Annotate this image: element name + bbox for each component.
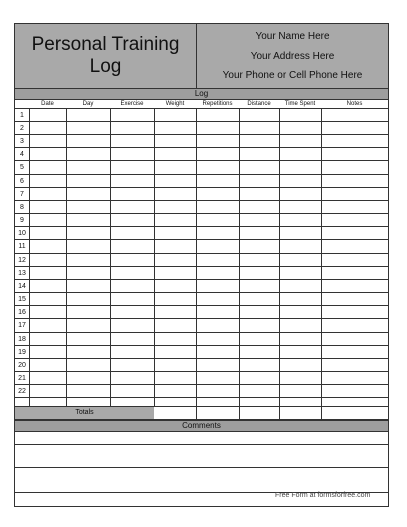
row-number: 16 bbox=[18, 309, 26, 316]
row-number: 1 bbox=[20, 112, 24, 119]
comment-rule bbox=[15, 444, 388, 445]
grid-row-rule bbox=[15, 134, 388, 135]
grid-row-rule bbox=[15, 239, 388, 240]
grid-row-rule bbox=[15, 292, 388, 293]
comment-rule bbox=[15, 467, 388, 468]
row-number: 10 bbox=[18, 230, 26, 237]
grid-column-rule bbox=[29, 109, 30, 406]
grid-row-rule bbox=[15, 213, 388, 214]
log-grid[interactable] bbox=[15, 109, 388, 406]
title-line-2: Log bbox=[89, 56, 122, 77]
grid-column-rule bbox=[154, 109, 155, 406]
row-number: 9 bbox=[20, 217, 24, 224]
contact-address[interactable]: Your Address Here bbox=[250, 51, 335, 62]
grid-column-rule bbox=[66, 109, 67, 406]
grid-row-rule bbox=[15, 253, 388, 254]
title-line-1: Personal Training bbox=[31, 34, 180, 55]
row-number: 17 bbox=[18, 322, 26, 329]
row-number: 7 bbox=[20, 191, 24, 198]
totals-cells[interactable] bbox=[154, 406, 388, 420]
grid-row-rule bbox=[15, 160, 388, 161]
row-number: 19 bbox=[18, 349, 26, 356]
form-frame bbox=[14, 23, 389, 507]
grid-row-rule bbox=[15, 332, 388, 333]
grid-row-rule bbox=[15, 318, 388, 319]
grid-row-rule bbox=[15, 305, 388, 306]
grid-row-rule bbox=[15, 187, 388, 188]
grid-column-rule bbox=[279, 109, 280, 406]
column-headers bbox=[15, 100, 388, 109]
column-header-distance: Distance bbox=[247, 101, 271, 107]
contact-box bbox=[197, 24, 388, 88]
row-number: 22 bbox=[18, 388, 26, 395]
column-header-repetitions: Repetitions bbox=[202, 101, 233, 107]
form-header bbox=[15, 24, 388, 89]
totals-label: Totals bbox=[15, 406, 154, 420]
grid-row-rule bbox=[15, 358, 388, 359]
grid-row-rule bbox=[15, 397, 388, 398]
row-number: 20 bbox=[18, 362, 26, 369]
column-header-exercise: Exercise bbox=[120, 101, 144, 107]
footer-credit: Free Form at formsforfree.com bbox=[275, 492, 371, 499]
log-section-title: Log bbox=[15, 89, 388, 100]
grid-row-rule bbox=[15, 226, 388, 227]
grid-row-rule bbox=[15, 121, 388, 122]
title-box bbox=[15, 24, 197, 88]
grid-row-rule bbox=[15, 147, 388, 148]
row-number: 18 bbox=[18, 336, 26, 343]
totals-column-rule bbox=[196, 407, 197, 419]
totals-column-rule bbox=[239, 407, 240, 419]
row-number: 8 bbox=[20, 204, 24, 211]
column-header-notes: Notes bbox=[346, 101, 363, 107]
row-number: 21 bbox=[18, 375, 26, 382]
grid-row-rule bbox=[15, 371, 388, 372]
grid-row-rule bbox=[15, 174, 388, 175]
row-number: 12 bbox=[18, 257, 26, 264]
row-number: 13 bbox=[18, 270, 26, 277]
column-header-date: Date bbox=[41, 101, 54, 107]
grid-row-rule bbox=[15, 200, 388, 201]
row-number: 3 bbox=[20, 138, 24, 145]
comments-section-title: Comments bbox=[15, 420, 388, 432]
column-header-weight: Weight bbox=[165, 101, 185, 107]
row-number: 4 bbox=[20, 151, 24, 158]
row-number: 6 bbox=[20, 178, 24, 185]
row-number: 2 bbox=[20, 125, 24, 132]
totals-column-rule bbox=[279, 407, 280, 419]
totals-column-rule bbox=[321, 407, 322, 419]
contact-name[interactable]: Your Name Here bbox=[255, 31, 330, 42]
grid-column-rule bbox=[196, 109, 197, 406]
grid-column-rule bbox=[239, 109, 240, 406]
grid-row-rule bbox=[15, 266, 388, 267]
row-number: 14 bbox=[18, 283, 26, 290]
grid-row-rule bbox=[15, 345, 388, 346]
row-number: 11 bbox=[18, 243, 26, 250]
grid-row-rule bbox=[15, 384, 388, 385]
grid-row-rule bbox=[15, 279, 388, 280]
grid-column-rule bbox=[321, 109, 322, 406]
row-number: 15 bbox=[18, 296, 26, 303]
column-header-day: Day bbox=[82, 101, 94, 107]
form-title bbox=[15, 34, 196, 78]
contact-phone[interactable]: Your Phone or Cell Phone Here bbox=[222, 70, 363, 81]
column-header-time-spent: Time Spent bbox=[284, 101, 316, 107]
grid-column-rule bbox=[110, 109, 111, 406]
row-number: 5 bbox=[20, 164, 24, 171]
